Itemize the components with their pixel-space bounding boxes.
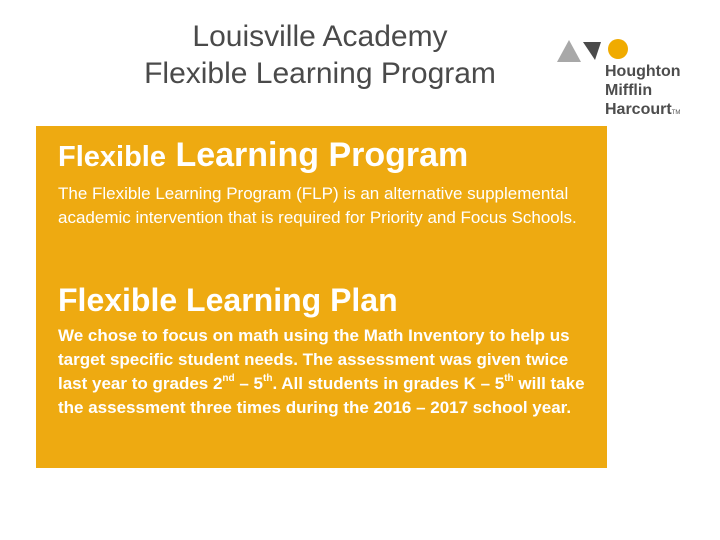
logo-line-1: Houghton [605,63,681,80]
plan-sup-3: th [504,373,514,385]
title-line-2: Flexible Learning Program [144,57,496,90]
plan-text-1: We chose to focus on math using the Math Inventory to help us target specific student needs. The assessment was given twice last year to grades 2 [58,326,570,393]
section-heading-program [58,136,468,175]
slide-title [60,18,580,92]
plan-text-3: . All students in grades K – 5 [272,374,505,393]
logo-trademark: TM [671,110,681,116]
content-panel [36,126,607,468]
title-line-1: Louisville Academy [192,20,448,53]
plan-sup-1: nd [222,373,235,385]
logo-shapes-icon [555,36,635,64]
logo-line-2: Mifflin [605,82,653,99]
plan-text-4: will take the assessment three times during the 2016 – 2017 school year. [58,374,585,417]
section-heading-plan: Flexible Learning Plan [58,282,398,318]
logo-line-3 [605,100,681,123]
plan-text-2: – 5 [234,374,263,393]
plan-sup-2: th [263,373,273,385]
logo-wordmark [605,62,681,123]
plan-description [58,324,598,420]
program-description: The Flexible Learning Program (FLP) is an alternative supplemental academic intervention that is required for Priority and Focus Schools. [58,184,577,227]
heading-program-part1: Flexible [58,141,166,173]
heading-program-part2: Learning Program [175,136,469,174]
logo-line-3-text: Harcourt [605,101,672,118]
hmh-logo [555,36,695,126]
